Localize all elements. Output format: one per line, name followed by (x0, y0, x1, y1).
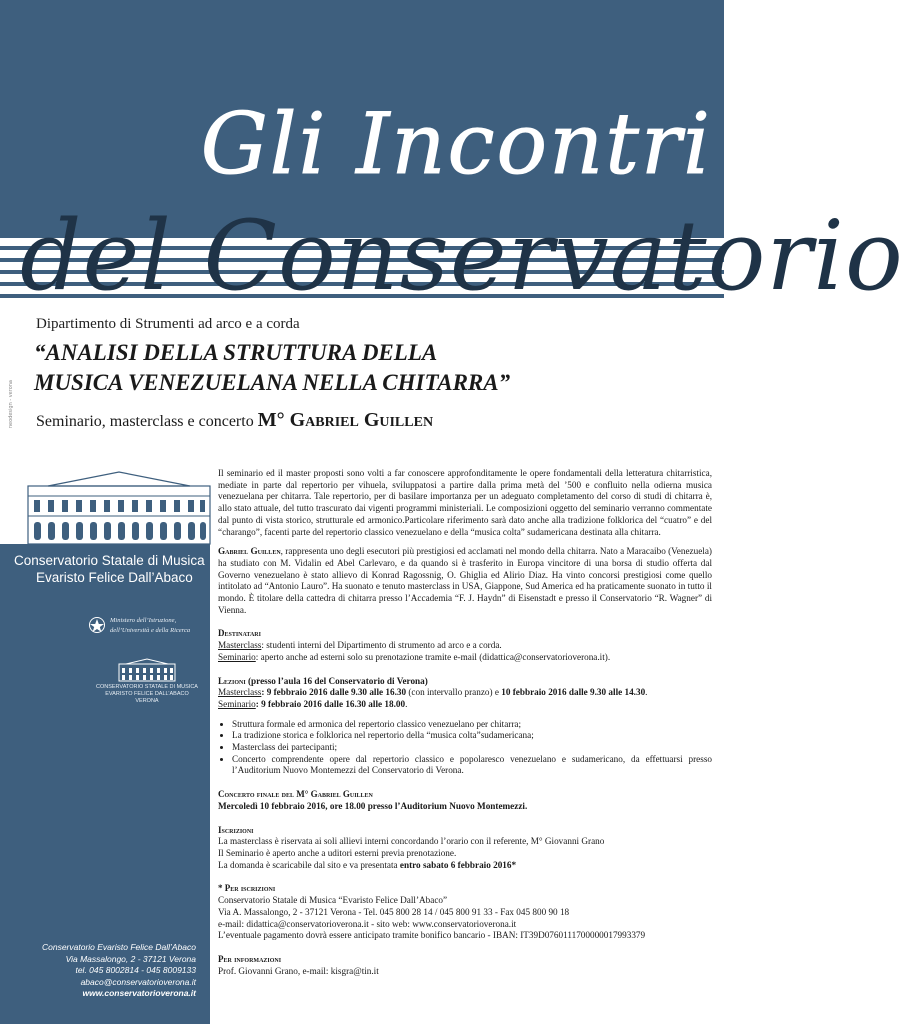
conservatory-line2: Evaristo Felice Dall’Abaco (36, 570, 193, 585)
dest-master-text: : studenti interni del Dipartimento di strumento ad arco e a corda. (261, 640, 502, 651)
title-line2: MUSICA VENEZUELANA NELLA CHITARRA” (34, 370, 511, 395)
lez-master-end: . (645, 687, 648, 698)
lez-sem-label: Seminario (218, 698, 256, 709)
title-line1: “ANALISI DELLA STRUTTURA DELLA (34, 340, 438, 365)
concert-details: Mercoledì 10 febbraio 2016, ore 18.00 presso l’Auditorium Nuovo Montemezzi. (218, 800, 528, 811)
department: Dipartimento di Strumenti ad arco e a corda (36, 316, 300, 332)
per-iscrizioni-heading: * Per iscrizioni (218, 883, 276, 894)
list-item: • Masterclass dei partecipanti; (232, 742, 712, 754)
iscr-line1: La masterclass è riservata ai soli allievi interni concordando l’orario con il referente, M° Giovanni Grano (218, 836, 605, 847)
per-iscr-line4: L’eventuale pagamento dovrà essere anticipato tramite bonifico bancario - IBAN: IT39D0760111700000017993379 (218, 930, 646, 941)
per-iscr-line3: e-mail: didattica@conservatorioverona.it - sito web: www.conservatorioverona.it (218, 918, 517, 929)
intro-paragraph: Il seminario ed il master proposti sono volti a far conoscere approfonditamente le opere fondamentali della letteratura chitarristica, mediate in parte dal repertorio per vihuela, sviluppatosi a partire dalla prima metà del ’500 e confluito nella odierna musica venezuelana per chitarra. Tale repertorio, per di basilare importanza per un adeguato completamento del corso di studi di chitarra è, allo stato attuale, del tutto trascurato dai vigenti programmi ministeriali. Le composizioni oggetto del seminario verranno commentate dal punto di vista storico, strutturale ed armonico.Particolare riferimento sarà dato anche alla tradizione folklorica del “cuatro” e del “charango”, facenti parte del repertorio classico venezuelano e della “musica colta” sudamericana destinata alla chitarra. (218, 468, 712, 537)
destinatari-heading: Destinatari (218, 628, 261, 639)
lez-master-label: Masterclass (218, 687, 262, 698)
lez-sem-date: : 9 febbraio 2016 dalle 16.30 alle 18.00 (255, 698, 406, 709)
conservatory-logo-text (92, 684, 202, 705)
lezioni-place: (presso l’aula 16 del Conservatorio di Verona) (247, 675, 428, 686)
ministry-name (110, 616, 190, 636)
list-item: • La tradizione storica e folklorica nel repertorio della “musica colta”sudamericana; (232, 730, 712, 742)
conservatory-building-icon (28, 470, 210, 544)
lez-seminario (218, 699, 712, 711)
concert-heading: Concerto finale del M° Gabriel Guillen (218, 789, 373, 800)
logo-text-line1: CONSERVATORIO STATALE DI MUSICA (96, 684, 198, 690)
ministry-emblem-icon (88, 616, 106, 634)
logo-text-line3: VERONA (135, 698, 159, 704)
conservatory-name (14, 552, 205, 586)
ministry-line2: dell’Università e della Ricerca (110, 627, 191, 634)
dest-masterclass (218, 640, 712, 652)
info-text: Prof. Giovanni Grano, e-mail: kisgra@tin.it (218, 965, 379, 976)
ministry-line1: Ministero dell’Istruzione, (110, 617, 177, 624)
iscr-deadline: entro sabato 6 febbraio 2016* (399, 859, 517, 870)
contact-address: Via Massalongo, 2 - 37121 Verona (65, 953, 196, 964)
iscrizioni-heading: Iscrizioni (218, 824, 254, 835)
contact-block (42, 942, 196, 1000)
list-item: • Concerto comprendente opere dal repertorio classico e popolaresco venezuelano e sudamericano, da effettuarsi presso l’Auditorium Nuovo Montemezzi del Conservatorio di Verona. (232, 754, 712, 777)
conservatory-logo-icon (118, 658, 176, 682)
lez-sem-end: . (405, 698, 408, 709)
iscr-line3 (218, 860, 712, 872)
contact-phone: tel. 045 8002814 - 045 8009133 (75, 965, 196, 975)
header-banner (0, 0, 904, 312)
logo-text-line2: EVARISTO FELICE DALL’ABACO (105, 691, 189, 697)
per-iscr-line2: Via A. Massalongo, 2 - 37121 Verona - Tel. 045 800 28 14 / 045 800 91 33 - Fax 045 800 90 18 (218, 906, 570, 917)
dest-master-label: Masterclass (218, 640, 262, 651)
sidebar (0, 544, 210, 1024)
lezioni-heading-row (218, 676, 712, 688)
dest-seminario (218, 652, 712, 664)
lez-masterclass (218, 687, 712, 699)
dest-sem-text: : aperto anche ad esterni solo su prenotazione tramite e-mail (didattica@conservatorioverona.it). (255, 651, 611, 662)
conservatory-line1: Conservatorio Statale di Musica (14, 553, 205, 568)
lez-master-date2: 10 febbraio 2016 dalle 9.30 alle 14.30 (501, 687, 646, 698)
event-title (34, 338, 510, 398)
subtitle-text: Seminario, masterclass e concerto (36, 413, 254, 430)
main-content (218, 468, 712, 977)
bio-name: Gabriel Guillen (218, 546, 281, 557)
script-title-line2: del Conservatorio (20, 200, 904, 312)
lezioni-heading: Lezioni (218, 675, 246, 686)
program-list (218, 719, 712, 778)
artist-name: M° Gabriel Guillen (257, 409, 434, 431)
bio-paragraph (218, 546, 712, 616)
event-subtitle (36, 409, 433, 432)
lez-master-mid: (con intervallo pranzo) e (406, 687, 502, 698)
per-iscr-line1: Conservatorio Statale di Musica “Evaristo Felice Dall’Abaco” (218, 895, 448, 906)
design-credit: neodesign - verona (8, 380, 14, 429)
iscr-line2: Il Seminario è aperto anche a uditori esterni previa prenotazione. (218, 847, 457, 858)
lez-master-date1: : 9 febbraio 2016 dalle 9.30 alle 16.30 (261, 687, 407, 698)
script-title-line1: Gli Incontri (200, 95, 712, 193)
contact-email[interactable]: abaco@conservatorioverona.it (80, 976, 196, 987)
list-item: • Struttura formale ed armonica del repertorio classico venezuelano per chitarra; (232, 719, 712, 731)
bio-text: , rappresenta uno degli esecutori più prestigiosi ed acclamati nel mondo della chitarra. Nato a Maracaibo (Venezuela) ha studiato con M. Vidalin ed Abel Carlevaro, e da quando si è trasferito in Europa vincitore di una borsa di studio offerta dal Governo venezuelano è stato allievo di Konrad Ragossnig, O. Ghiglia ed Alirio Diaz. Ha vinto concorsi prestigiosi come quello intitolato ad “Antonio Lauro”. Ha suonato e tenuto masterclass in USA, Giappone, Sud America ed ha praticamente suonato in tutto il mondo. È titolare della cattedra di chitarra presso l’Accademia “F. J. Haydn” di Eisenstadt e presso il Conservatorio “R. Wagner” di Vienna. (218, 546, 712, 615)
contact-name: Conservatorio Evaristo Felice Dall’Abaco (41, 942, 196, 952)
contact-website[interactable]: www.conservatorioverona.it (82, 988, 196, 998)
iscr-line3-text: La domanda è scaricabile dal sito e va presentata (218, 859, 400, 870)
dest-sem-label: Seminario (218, 651, 256, 662)
info-heading: Per informazioni (218, 953, 282, 964)
